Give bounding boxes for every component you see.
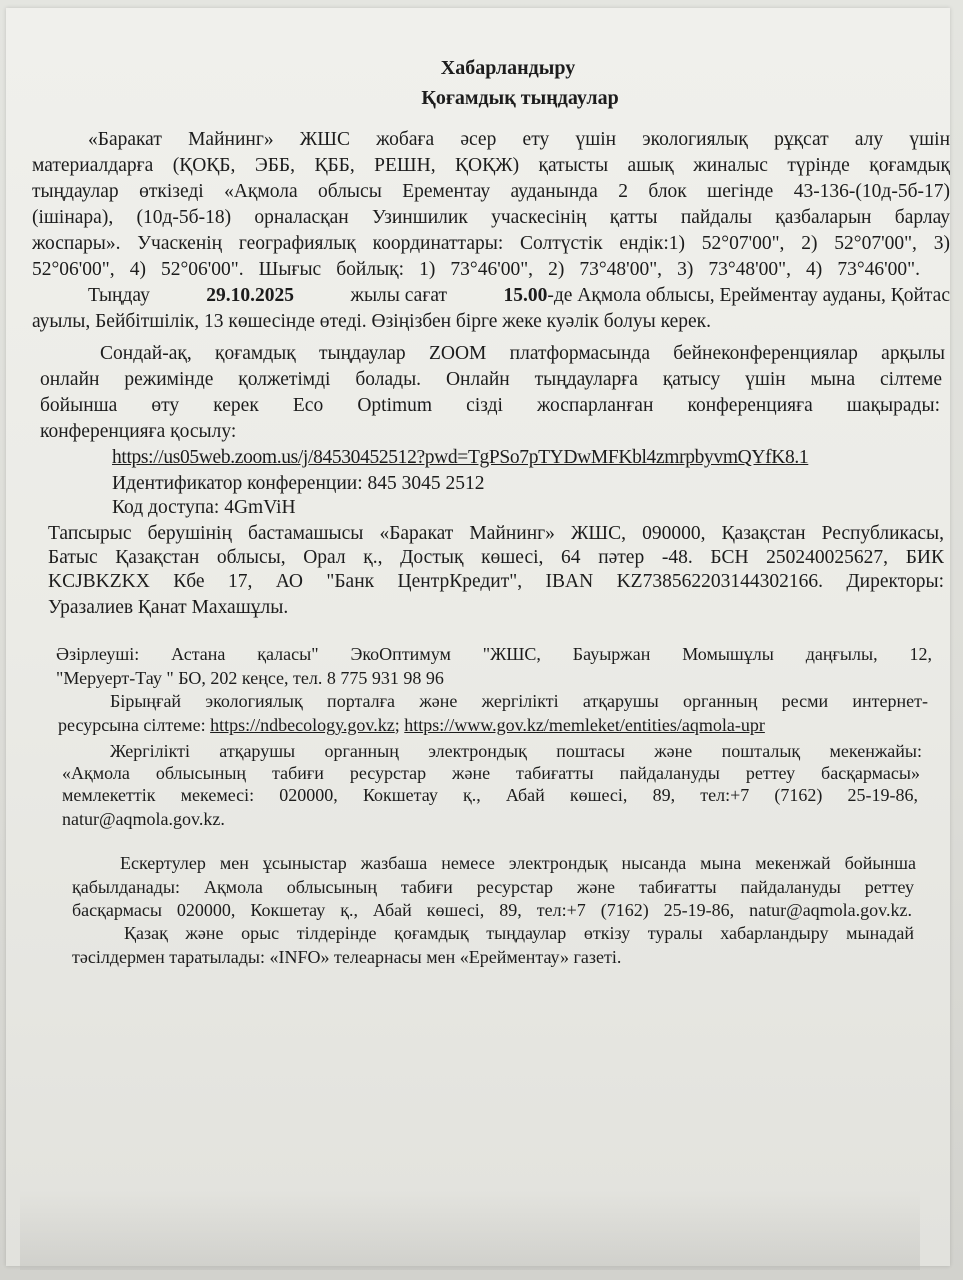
intro-line-4: (ішінара), (10д-5б-18) орналасқан Узиншилик учаскесінің қатты пайдалы қазбаларын барлау (32, 207, 950, 228)
remarks-line-5: тәсілдермен таратылады: «INFO» телеарнасы мен «Ерейментау» газеті. (72, 947, 622, 967)
intro-line-5: жоспары». Учаскенің географиялық координаттары: Солтүстік ендік:1) 52°07'00", 2) 52°07'00", 3) (32, 233, 950, 254)
developer-line-2: "Меруерт-Тау " БО, 202 кеңсе, тел. 8 775 931 98 96 (56, 668, 444, 688)
gov-kz-link[interactable]: https://www.gov.kz/memleket/entities/aqmola-upr (404, 715, 765, 735)
intro-line-2: материалдарға (ҚОҚБ, ЭББ, ҚББ, РЕШН, ҚОҚЖ) қатысты ашық жиналыс түрінде қоғамдық (32, 155, 950, 176)
ndbecology-link[interactable]: https://ndbecology.gov.kz (210, 715, 395, 735)
hearing-mid: жылы сағат (350, 285, 447, 306)
zoom-line-1: Сондай-ақ, қоғамдық тыңдаулар ZOOM платформасында бейнеконференциялар арқылы (100, 343, 945, 364)
zoom-line-4: конференцияға қосылу: (40, 421, 237, 442)
portal-separator: ; (394, 715, 400, 735)
developer-line-1: Әзірлеуші: Астана қаласы" ЭкоОптимум "ЖШС, Бауыржан Момышұлы даңғылы, 12, (56, 644, 932, 664)
portal-prefix: ресурсына сілтеме: (58, 715, 206, 735)
document-title: Хабарландыру (440, 57, 576, 79)
hearing-prefix: Тыңдау (88, 285, 150, 306)
customer-line-1: Тапсырыс берушінің бастамашысы «Баракат Майнинг» ЖШС, 090000, Қазақстан Республикасы, (48, 523, 944, 544)
remarks-line-1: Ескертулер мен ұсыныстар жазбаша немесе электрондық нысанда мына мекенжай бойынша (120, 853, 916, 873)
authority-line-2: «Ақмола облысының табиғи ресурстар және табиғатты пайдалануды реттеу басқармасы» (62, 763, 920, 783)
intro-line-3: тыңдаулар өткізеді «Ақмола облысы Ерементау ауданында 2 блок шегінде 43-136-(10д-5б-17) (32, 181, 950, 202)
zoom-line-2: онлайн режимінде қолжетімді болады. Онлайн тыңдауларға қатысу үшін мына сілтеме (40, 369, 942, 390)
customer-line-3: KCJBKZKX Кбе 17, АО "Банк ЦентрКредит", IBAN KZ738562203144302166. Директоры: (48, 571, 944, 592)
customer-line-4: Уразалиев Қанат Махашұлы. (48, 597, 289, 618)
zoom-line-3: бойынша өту керек Eco Optimum сізді жоспарланған конференцияға шақырады: (40, 395, 940, 416)
intro-line-6: 52°06'00", 4) 52°06'00". Шығыс бойлық: 1) 73°46'00", 2) 73°48'00", 3) 73°48'00", 4) 73°46'00". (32, 259, 920, 280)
portal-line-2 (58, 714, 765, 736)
zoom-access-code: Код доступа: 4GmViH (112, 497, 296, 518)
hearing-time: 15.00 (503, 285, 548, 306)
zoom-meeting-id: Идентификатор конференции: 845 3045 2512 (112, 473, 485, 494)
document-subtitle: Қоғамдық тыңдаулар (421, 87, 619, 109)
hearing-date: 29.10.2025 (206, 285, 295, 306)
hearing-time-group (503, 284, 950, 308)
customer-line-2: Батыс Қазақстан облысы, Орал қ., Достық көшесі, 64 пәтер -48. БСН 250240025627, БИК (48, 547, 944, 568)
portal-line-1: Бірыңғай экологиялық порталға және жергілікті атқарушы органның ресми интернет- (110, 691, 928, 711)
remarks-line-4: Қазақ және орыс тілдерінде қоғамдық тыңдаулар өткізу туралы хабарландыру мынадай (124, 923, 914, 943)
authority-line-1: Жергілікті атқарушы органның электрондық поштасы және пошталық мекенжайы: (110, 741, 922, 761)
hearing-line-1 (88, 284, 950, 308)
authority-line-3: мемлекеттік мекемесі: 020000, Кокшетау қ., Абай көшесі, 89, тел:+7 (7162) 25-19-86, (62, 785, 918, 805)
remarks-line-2: қабылданады: Ақмола облысының табиғи ресурстар және табиғатты пайдалануды реттеу (72, 877, 914, 897)
zoom-link[interactable]: https://us05web.zoom.us/j/84530452512?pwd=TgPSo7pTYDwMFKbl4zmrpbyvmQYfK8.1 (112, 447, 809, 468)
remarks-line-3: басқармасы 020000, Кокшетау қ., Абай көшесі, 89, тел:+7 (7162) 25-19-86, natur@aqmola.gov.kz. (72, 900, 912, 920)
hearing-line-2: ауылы, Бейбітшілік, 13 көшесінде өтеді. Өзіңізбен бірге жеке куәлік болуы керек. (32, 311, 712, 332)
hearing-suffix: -де Ақмола облысы, Ерейментау ауданы, Қойтас (547, 285, 950, 306)
authority-email: natur@aqmola.gov.kz. (62, 809, 225, 829)
intro-line-1: «Баракат Майнинг» ЖШС жобаға әсер ету үшін экологиялық рұқсат алу үшін (88, 129, 950, 150)
